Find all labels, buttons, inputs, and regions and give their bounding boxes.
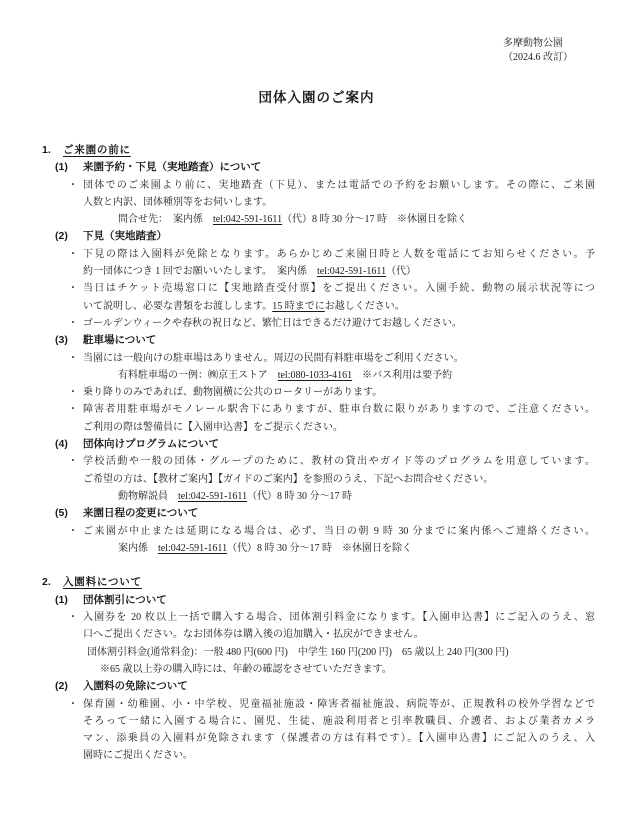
line-text <box>63 142 575 159</box>
bullet-item <box>68 315 633 332</box>
text-segment: ※65 歳以上券の購入時には、年齢の確認をさせていただきます。 <box>100 663 392 675</box>
text-segment: 乗り降りのみであれば、動物園横に公共のロータリーがあります。 <box>83 387 383 399</box>
bullet-continuation <box>83 194 633 211</box>
bullet-icon: ・ <box>68 612 78 624</box>
line-text <box>63 574 575 591</box>
line-text <box>83 592 595 609</box>
text-segment: マン、添乗員の入園料が免除されます（保護者の方は有料です）。【入園申込書】にご記入のうえ、入 <box>83 733 595 745</box>
text-segment: 下見（実地踏査） <box>83 230 167 243</box>
bullet-icon: ・ <box>68 525 78 537</box>
line-text <box>83 298 595 315</box>
contact-line <box>118 540 633 557</box>
line-text <box>83 280 595 297</box>
line-text <box>83 626 595 643</box>
document-body <box>0 142 633 765</box>
fee-line <box>87 644 633 661</box>
text-segment: 学校活動や一般の団体・グループのために、教材の貸出やガイド等のプログラムを用意しています。 <box>83 456 595 468</box>
line-text <box>83 713 595 730</box>
underlined-text: ご来園の前に <box>63 144 131 156</box>
text-segment: 団体割引料金(通常料金)：一般 480 円(600 円) 中学生 160 円(200 円) 65 歳以上 240 円(300 円) <box>87 646 509 658</box>
text-segment: ご来園が中止または延期になる場合は、必ず、当日の朝 9 時 30 分までに案内係へご連絡ください。 <box>83 525 595 537</box>
bullet-continuation <box>83 747 633 764</box>
spacer <box>0 557 633 574</box>
line-text <box>118 367 630 384</box>
list-number: 2. <box>42 576 51 589</box>
text-segment: いて説明し、必要な書類をお渡しします。 <box>83 300 273 312</box>
text-segment: 約一団体につき 1 回でお願いいたします。 案内係 <box>83 266 317 278</box>
bullet-item <box>68 609 633 626</box>
text-segment: 案内係 <box>118 542 158 554</box>
text-segment: 入園券を 20 枚以上一括で購入する場合、団体割引料金になります。【入園申込書】にご記入のうえ、窓 <box>83 612 595 624</box>
line-text <box>83 730 595 747</box>
bullet-icon: ・ <box>68 404 78 416</box>
bullet-icon: ・ <box>68 179 78 191</box>
text-segment: 下見の際は入園料が免除となります。あらかじめご来園日時と人数を電話にてお知らせください。予 <box>83 248 595 260</box>
line-text <box>83 436 595 453</box>
line-text <box>118 211 630 228</box>
text-segment: ご希望の方は、【教材ご案内】【ガイドのご案内】を参照のうえ、下記へお問合せください。 <box>83 473 494 485</box>
bullet-icon: ・ <box>68 698 78 710</box>
text-segment: 当日はチケット売場窓口に【実地踏査受付票】をご提出ください。入園手続、動物の展示状況等につ <box>83 283 595 295</box>
bullet-continuation <box>83 626 633 643</box>
text-segment: 団体向けプログラムについて <box>83 438 220 451</box>
line-text <box>83 419 595 436</box>
list-number: (1) <box>55 593 68 606</box>
line-text <box>118 540 630 557</box>
text-segment: 駐車場について <box>83 334 157 347</box>
bullet-item <box>68 401 633 418</box>
subsection-heading <box>55 505 633 522</box>
line-text <box>83 453 595 470</box>
section-heading <box>42 142 633 159</box>
text-segment: お越しください。 <box>324 300 405 312</box>
subsection-heading <box>55 159 633 176</box>
underlined-text: tel:042-591-1611 <box>178 490 248 502</box>
line-text <box>118 488 630 505</box>
text-segment: 問合せ先： 案内係 <box>118 214 213 226</box>
subsection-heading <box>55 436 633 453</box>
bullet-icon: ・ <box>68 387 78 399</box>
underlined-text: tel:042-591-1611 <box>213 214 283 226</box>
org-name: 多摩動物公園 <box>503 38 563 49</box>
bullet-continuation <box>83 471 633 488</box>
list-number: (1) <box>55 161 68 174</box>
bullet-item <box>68 350 633 367</box>
text-segment: そろって一緒に入園する場合に、園児、生徒、施設利用者と引率教職員、介護者、および業者カメラ <box>83 715 595 727</box>
text-segment: 当園には一般向けの駐車場はありません。周辺の民間有料駐車場をご利用ください。 <box>83 352 464 364</box>
text-segment: 園時にご提出ください。 <box>83 750 193 762</box>
list-number: (5) <box>55 507 68 520</box>
list-number: (3) <box>55 334 68 347</box>
line-text <box>83 263 595 280</box>
subsection-heading <box>55 332 633 349</box>
contact-line <box>118 488 633 505</box>
bullet-item <box>68 177 633 194</box>
bullet-item <box>68 384 633 401</box>
text-segment: 動物解説員 <box>118 490 178 502</box>
line-text <box>100 661 612 678</box>
line-text <box>83 505 595 522</box>
subsection-heading <box>55 228 633 245</box>
text-segment: 有料駐車場の一例：㈱京王ストア <box>118 369 278 381</box>
text-segment: （代）8 時 30 分～17 時 ※休園日を除く <box>227 542 413 554</box>
text-segment: （代）8 時 30 分～17 時 ※休園日を除く <box>282 214 468 226</box>
bullet-item <box>68 523 633 540</box>
bullet-continuation <box>83 419 633 436</box>
section-heading <box>42 574 633 591</box>
note-line <box>100 661 633 678</box>
text-segment: 保育園・幼稚園、小・中学校、児童福祉施設・障害者福祉施設、病院等が、正規教科の校外学習などで <box>83 698 595 710</box>
line-text <box>83 696 595 713</box>
line-text <box>83 177 595 194</box>
line-text <box>83 401 595 418</box>
bullet-item <box>68 453 633 470</box>
contact-line <box>118 211 633 228</box>
bullet-icon: ・ <box>68 248 78 260</box>
text-segment: 入園料の免除について <box>83 680 188 693</box>
text-segment: 来園日程の変更について <box>83 507 199 520</box>
line-text <box>83 747 595 764</box>
line-text <box>87 644 599 661</box>
line-text <box>83 384 595 401</box>
bullet-continuation <box>83 263 633 280</box>
subsection-heading <box>55 592 633 609</box>
text-segment: 団体割引について <box>83 593 167 606</box>
doc-header <box>503 37 573 64</box>
text-segment: 人数と内訳、団体種別等をお伺いします。 <box>83 196 273 208</box>
line-text <box>83 350 595 367</box>
bullet-continuation <box>83 713 633 730</box>
revision-note: （2024.6 改訂） <box>503 51 573 63</box>
line-text <box>83 159 595 176</box>
text-segment: 口へご提出ください。なお団体券は購入後の追加購入・払戻ができません。 <box>83 629 424 641</box>
underlined-text: 入園料について <box>63 576 142 589</box>
list-number: (2) <box>55 230 68 243</box>
bullet-icon: ・ <box>68 352 78 364</box>
contact-line <box>118 367 633 384</box>
text-segment: 来園予約・下見（実地踏査）について <box>83 161 262 174</box>
list-number: (2) <box>55 680 68 693</box>
line-text <box>83 332 595 349</box>
line-text <box>83 315 595 332</box>
line-text <box>83 678 595 695</box>
text-segment: （代）8 時 30 分～17 時 <box>247 490 353 502</box>
line-text <box>83 194 595 211</box>
underlined-text: 15 時までに <box>272 300 325 312</box>
line-text <box>83 246 595 263</box>
text-segment: ご利用の際は警備員に【入園申込書】をご提示ください。 <box>83 421 343 433</box>
line-text <box>83 471 595 488</box>
line-text <box>83 609 595 626</box>
underlined-text: tel:042-591-1611 <box>158 542 228 554</box>
list-number: 1. <box>42 144 51 156</box>
bullet-item <box>68 246 633 263</box>
underlined-text: tel:080-1033-4161 <box>277 369 353 381</box>
underlined-text: tel:042-591-1611 <box>317 266 387 278</box>
bullet-item <box>68 280 633 297</box>
subsection-heading <box>55 678 633 695</box>
bullet-icon: ・ <box>68 317 78 329</box>
text-segment: 障害者用駐車場がモノレール駅舎下にありますが、駐車台数に限りがありますので、ご注意ください。 <box>83 404 595 416</box>
text-segment: 団体でのご来園より前に、実地踏査（下見）、または電話での予約をお願いします。その際に、ご来園 <box>83 179 595 191</box>
bullet-icon: ・ <box>68 283 78 295</box>
line-text <box>83 523 595 540</box>
bullet-continuation <box>83 730 633 747</box>
text-segment: ※バス利用は要予約 <box>352 369 453 381</box>
bullet-item <box>68 696 633 713</box>
line-text <box>83 228 595 245</box>
page-title: 団体入園のご案内 <box>258 90 375 105</box>
list-number: (4) <box>55 438 68 451</box>
text-segment: ゴールデンウィークや春秋の祝日など、繁忙日はできるだけ避けてお越しください。 <box>83 317 462 329</box>
bullet-icon: ・ <box>68 456 78 468</box>
text-segment: （代） <box>386 266 417 278</box>
bullet-continuation <box>83 298 633 315</box>
